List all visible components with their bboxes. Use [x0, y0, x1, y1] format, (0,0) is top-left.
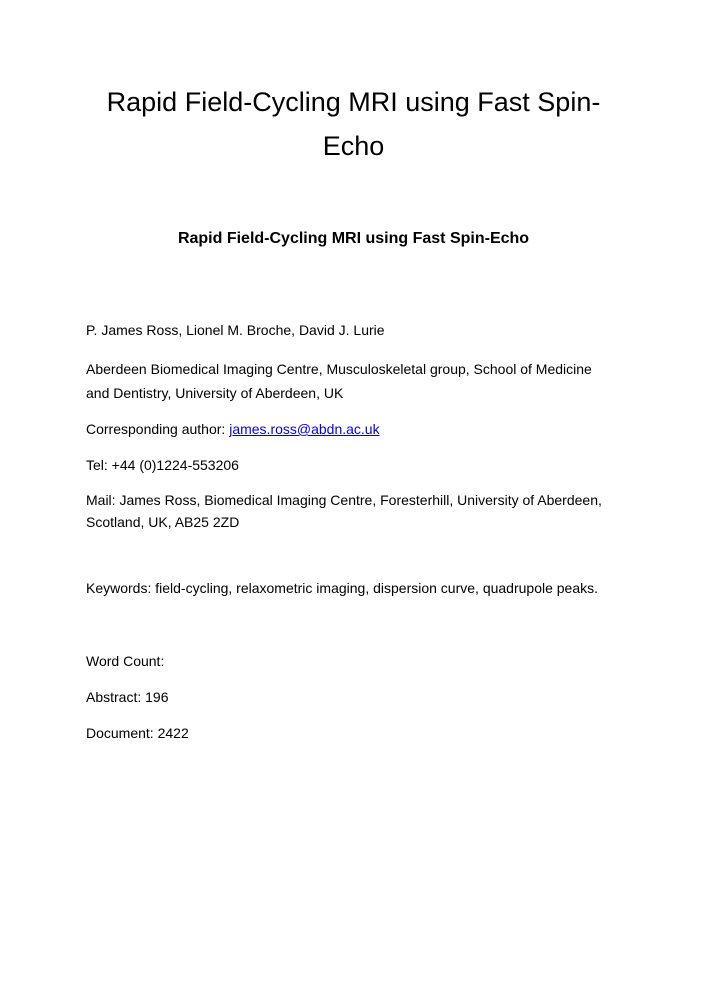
author-list: P. James Ross, Lionel M. Broche, David J. Lurie	[86, 322, 385, 338]
corresponding-email-link[interactable]: james.ross@abdn.ac.uk	[229, 421, 380, 437]
corresponding-author-label: Corresponding author:	[86, 421, 230, 437]
corresponding-author	[86, 418, 631, 440]
document-word-count: Document: 2422	[86, 725, 189, 741]
affiliation	[86, 357, 631, 405]
page-title-line-2: Echo	[322, 131, 385, 161]
mailing-address-line-1: Mail: James Ross, Biomedical Imaging Centre, Foresterhill, University of Aberdeen,	[86, 492, 602, 508]
mailing-address-line-2: Scotland, UK, AB25 2ZD	[86, 514, 240, 530]
paper-subtitle: Rapid Field-Cycling MRI using Fast Spin-Echo	[177, 230, 530, 247]
page-title-line-1: Rapid Field-Cycling MRI using Fast Spin-	[106, 87, 601, 117]
mailing-address	[86, 489, 631, 533]
page-title	[80, 80, 627, 168]
affiliation-line-1: Aberdeen Biomedical Imaging Centre, Musculoskeletal group, School of Medicine	[86, 361, 592, 377]
abstract-word-count: Abstract: 196	[86, 689, 169, 705]
telephone: Tel: +44 (0)1224-553206	[86, 457, 239, 473]
keywords: Keywords: field-cycling, relaxometric imaging, dispersion curve, quadrupole peaks.	[86, 580, 599, 596]
affiliation-line-2: and Dentistry, University of Aberdeen, UK	[86, 385, 344, 401]
word-count-heading: Word Count:	[86, 653, 165, 669]
